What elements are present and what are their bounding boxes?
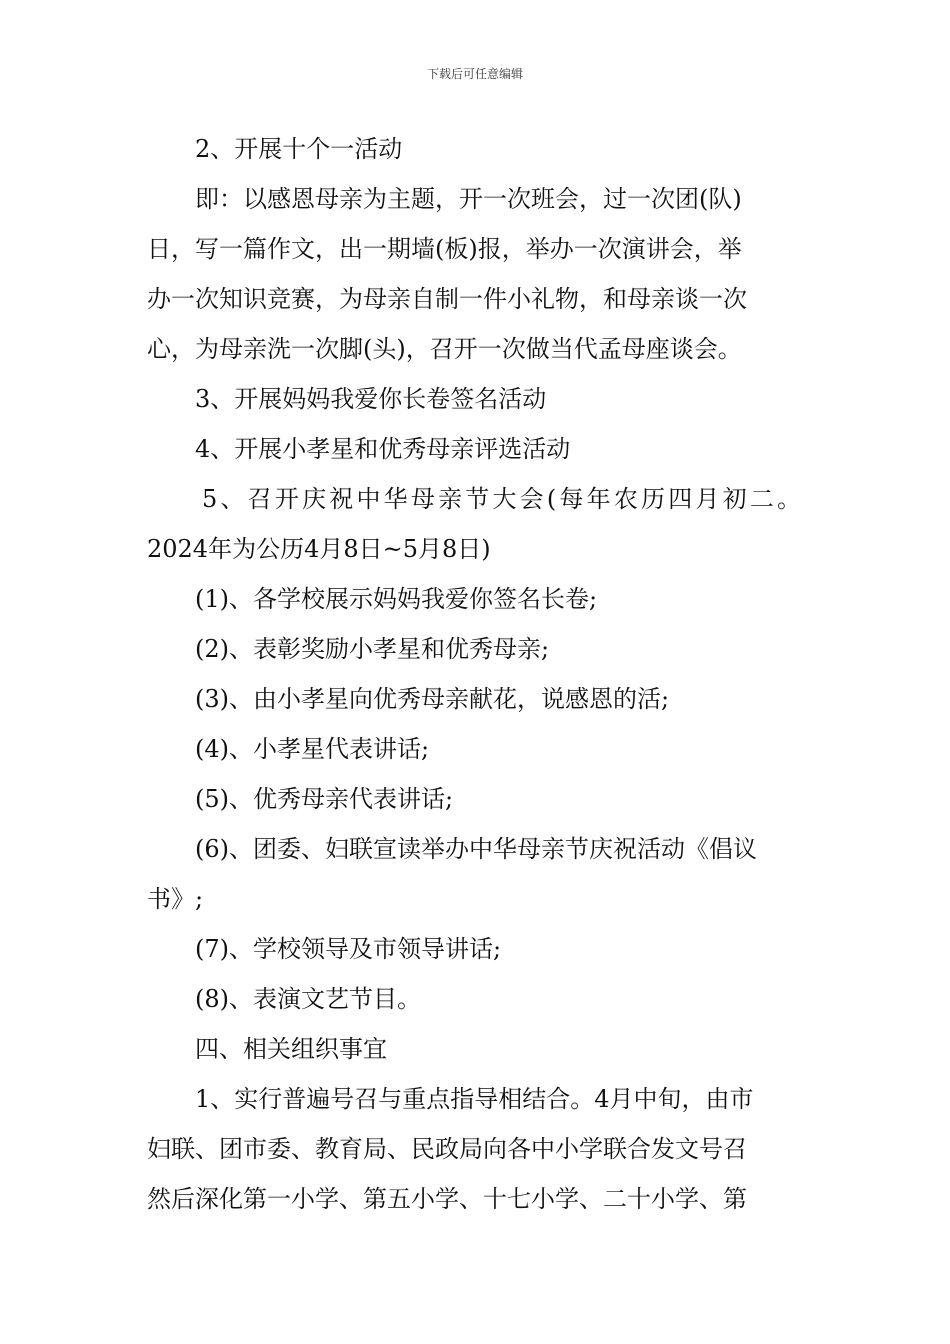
paragraph-line: 办一次知识竞赛，为母亲自制一件小礼物，和母亲谈一次 (147, 285, 747, 313)
paragraph-heading-activity-3: 3、开展妈妈我爱你长卷签名活动 (195, 385, 547, 413)
list-item: (3)、由小孝星向优秀母亲献花，说感恩的活; (195, 685, 670, 713)
list-item: (2)、表彰奖励小孝星和优秀母亲; (195, 635, 550, 663)
paragraph-line: 日，写一篇作文，出一期墙(板)报，举办一次演讲会，举 (147, 235, 742, 263)
list-item: (5)、优秀母亲代表讲话; (195, 785, 454, 813)
list-item: (6)、团委、妇联宣读举办中华母亲节庆祝活动《倡议 (195, 835, 757, 863)
list-item: (4)、小孝星代表讲话; (195, 735, 430, 763)
paragraph-line: 心，为母亲洗一次脚(头)，召开一次做当代孟母座谈会。 (147, 335, 742, 363)
list-item: (8)、表演文艺节目。 (195, 985, 421, 1013)
list-item-continuation: 书》; (147, 885, 204, 913)
paragraph-line: 1、实行普遍号召与重点指导相结合。4月中旬，由市 (195, 1085, 754, 1113)
list-item: (7)、学校领导及市领导讲话; (195, 935, 502, 963)
paragraph-line: 妇联、团市委、教育局、民政局向各中小学联合发文号召 (147, 1135, 747, 1163)
paragraph-heading-activity-5: 5、召开庆祝中华母亲节大会(每年农历四月初二。 (202, 485, 805, 513)
paragraph-line: 然后深化第一小学、第五小学、十七小学、二十小学、第 (147, 1185, 747, 1213)
document-body (147, 124, 817, 1224)
paragraph-heading-activity-4: 4、开展小孝星和优秀母亲评选活动 (195, 435, 571, 463)
paragraph-heading-activity-2: 2、开展十个一活动 (195, 135, 403, 163)
page-header-note: 下载后可任意编辑 (426, 67, 523, 81)
section-heading: 四、相关组织事宜 (195, 1035, 387, 1063)
paragraph-line: 即：以感恩母亲为主题，开一次班会，过一次团(队) (195, 185, 742, 213)
paragraph-line: 2024年为公历4月8日~5月8日) (147, 535, 491, 563)
list-item: (1)、各学校展示妈妈我爱你签名长卷; (195, 585, 598, 613)
